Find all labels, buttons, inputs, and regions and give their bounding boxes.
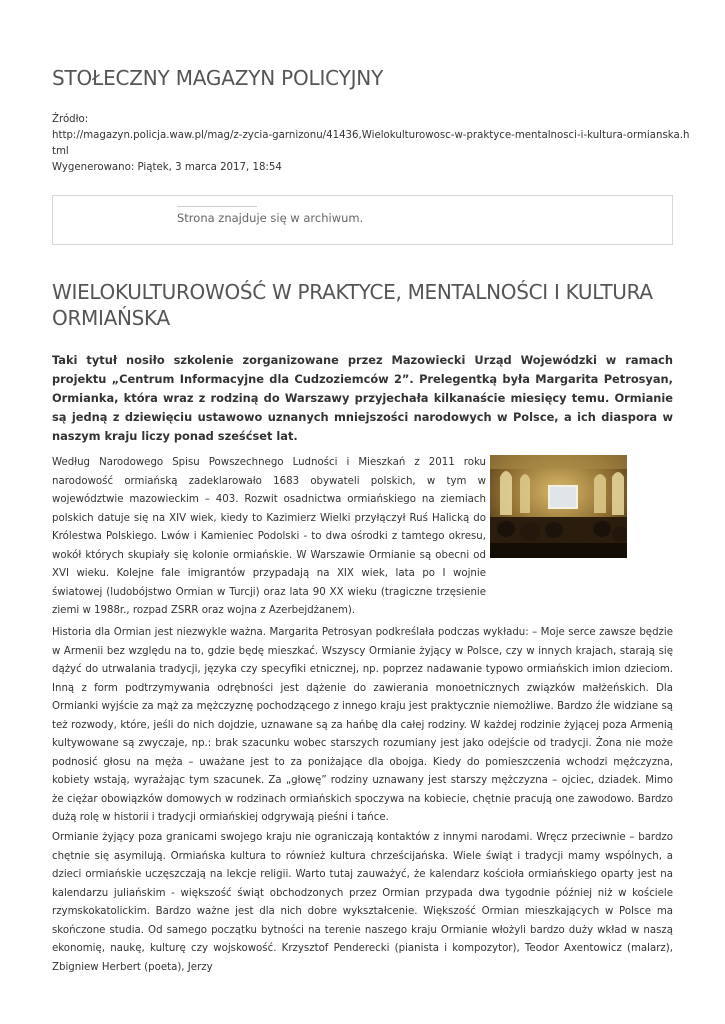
source-info xyxy=(52,112,690,176)
article-paragraph-2: Historia dla Ormian jest niezwykle ważna. Margarita Petrosyan podkreślała podczas wykładu: – Moje serce zawsze będzie w Armenii bez względu na to, gdzie będę mieszkać. Wszyscy Ormianie żyjący w Polsce, czy w innych krajach, starają się dążyć do utrwalania tradycji, języka czy specyfiki etnicznej, np. poprzez nadawanie typowo ormiańskich imion dzieciom. Inną z form podtrzymywania odrębności jest dążenie do zawierania monoetnicznych związków małżeńskich. Dla Ormianki wyjście za mąż za mężczyznę pochodzącego z innego kraju jest praktycznie niemożliwe. Bardzo źle widziane są też rozwody, które, jeśli do nich dojdzie, uznawane są za hańbę dla całej rodziny. W każdej rodzinie żyjącej poza Armenią kultywowane są zwyczaje, np.: brak szacunku wobec starszych rozumiany jest jako odejście od tradycji. Żona nie może podnosić głosu na męża – uważane jest to za poniżające dla obojga. Kiedy do pomieszczenia wchodzi mężczyzna, kobiety wstają, wyrażając tym szacunek. Za „głowę” rodziny uznawany jest starszy mężczyzna – ojciec, dziadek. Mimo że ciężar obowiązków domowych w rodzinach ormiańskich spoczywa na kobiecie, chętnie pracują one zawodowo. Bardzo dużą rolę w historii i tradycji ormiańskiej odgrywają pieśni i tańce. xyxy=(52,627,673,823)
article-paragraph-3: Ormianie żyjący poza granicami swojego kraju nie ograniczają kontaktów z innymi narodami. Wręcz przeciwnie – bardzo chętnie się asymilują. Ormiańska kultura to również kultura chrześcijańska. Wiele świąt i tradycji mamy wspólnych, a dzieci ormiańskie uczęszczają na lekcje religii. Warto tutaj zauważyć, że kalendarz kościoła ormiańskiego oparty jest na kalendarzu juliańskim - większość świąt obchodzonych przez Ormian przypada dwa tygodnie później niż w kościele rzymskokatolickim. Bardzo ważne jest dla nich dobre wykształcenie. Większość Ormian mieszkających w Polsce ma skończone studia. Od samego początku bytności na terenie naszego kraju Ormianie włożyli bardzo duży wkład w naszą ekonomię, naukę, kulturę czy wojskowość. Krzysztof Penderecki (pianista i kompozytor), Teodor Axentowicz (malarz), Zbigniew Herbert (poeta), Jerzy xyxy=(52,832,673,973)
site-title: STOŁECZNY MAGAZYN POLICYJNY xyxy=(52,66,384,90)
archive-notice: Strona znajduje się w archiwum. xyxy=(177,211,364,225)
lecture-hall-photo[interactable] xyxy=(490,455,627,558)
generated-date: Wygenerowano: Piątek, 3 marca 2017, 18:54 xyxy=(52,162,282,173)
source-url-continued[interactable]: tml xyxy=(52,146,69,157)
article-lead: Taki tytuł nosiło szkolenie zorganizowane przez Mazowiecki Urząd Wojewódzki w ramach projektu „Centrum Informacyjne dla Cudzoziemców 2”. Prelegentką była Margarita Petrosyan, Ormianka, która wraz z rodziną do Warszawy przyjechała kilkanaście miesięcy temu. Ormianie są jedną z dziewięciu ustawowo uznanych mniejszości narodowych w Polsce, a ich diaspora w naszym kraju liczy ponad sześćset lat. xyxy=(52,353,673,443)
source-label: Źródło: xyxy=(52,114,89,125)
article-paragraph-1: Według Narodowego Spisu Powszechnego Ludności i Mieszkań z 2011 roku narodowość ormiańską zadeklarowało 1683 obywateli polskich, w tym w województwie mazowieckim – 403. Rozwit osadnictwa ormiańskiego na ziemiach polskich datuje się na XIV wiek, kiedy to Kazimierz Wielki przyłączył Ruś Halicką do Królestwa Polskiego. Lwów i Kamieniec Podolski - to dwa ośrodki z tamtego okresu, wokół których skupiały się kolonie ormiańskie. W Warszawie Ormianie są obecni od XVI wieku. Kolejne fale imigrantów przypadają na XIX wiek, lata po I wojnie światowej (ludobójstwo Ormian w Turcji) oraz lata 90 XX wieku (tragiczne trzęsienie ziemi w 1988r., rozpad ZSRR oraz wojna z Azerbejdżanem). xyxy=(52,457,486,616)
source-url[interactable]: http://magazyn.policja.waw.pl/mag/z-zycia-garnizonu/41436,Wielokulturowosc-w-praktyce-mentalnosci-i-kultura-ormianska.h xyxy=(52,130,690,141)
archive-divider xyxy=(177,206,257,207)
lecture-photo-image xyxy=(490,455,627,558)
article-title: WIELOKULTUROWOŚĆ W PRAKTYCE, MENTALNOŚCI I KULTURA ORMIAŃSKA xyxy=(52,280,653,330)
archive-notice-box xyxy=(52,195,673,245)
